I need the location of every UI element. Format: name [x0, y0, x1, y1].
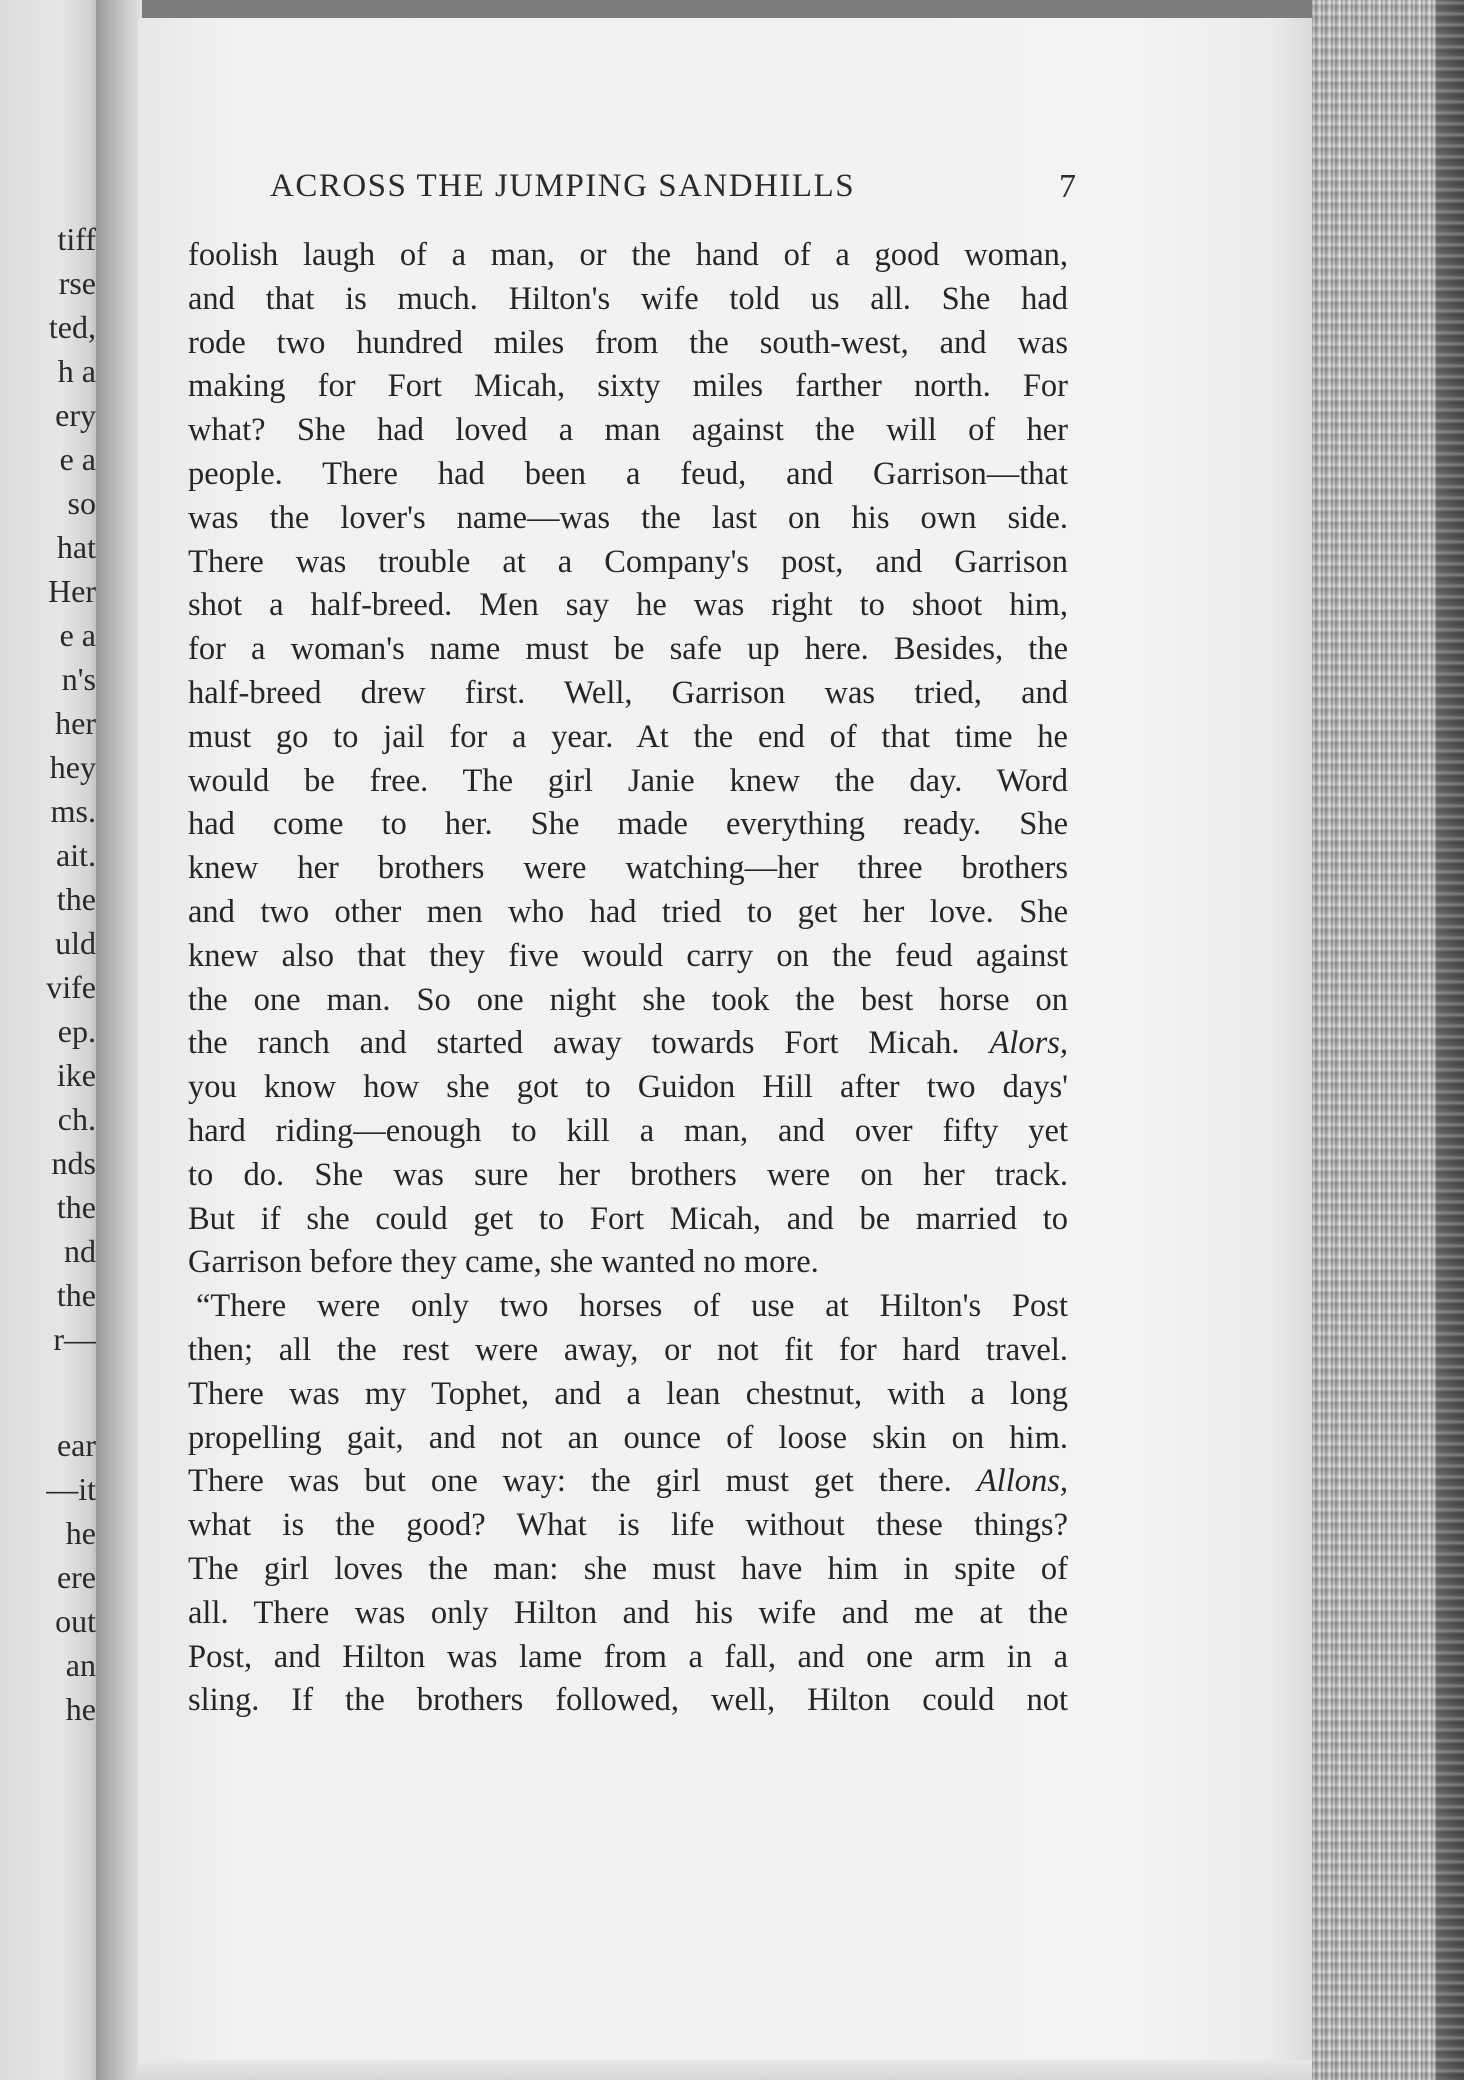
left-page-fragment: rse	[58, 265, 96, 301]
running-head	[270, 168, 1076, 212]
left-page-fragment: the	[56, 1277, 96, 1313]
text-line: propelling gait, and not an ounce of loose skin on him.	[188, 1419, 1068, 1456]
book-gutter	[96, 0, 142, 2080]
text-line: There was my Tophet, and a lean chestnut, with a long	[188, 1375, 1068, 1412]
left-page-fragment: ch.	[57, 1101, 96, 1137]
text-line: you know how she got to Guidon Hill after two days'	[188, 1069, 1068, 1106]
left-page-fragment: —it	[46, 1471, 96, 1507]
left-page-fragment: e a	[59, 441, 96, 477]
text-line: to do. She was sure her brothers were on her track.	[188, 1156, 1068, 1193]
text-line: the one man. So one night she took the best horse on	[188, 981, 1068, 1018]
text-line: what? She had loved a man against the will of her	[188, 412, 1068, 449]
text-line-with-italic	[188, 1460, 1068, 1504]
left-page-fragment: the	[56, 1189, 96, 1225]
text-line: must go to jail for a year. At the end of that time he	[188, 718, 1068, 755]
left-page-fragment: ike	[56, 1057, 96, 1093]
page-edges-stack	[1312, 0, 1464, 2080]
text-line: people. There had been a feud, and Garrison—that	[188, 455, 1068, 492]
text-line: “There were only two horses of use at Hilton's Post	[196, 1288, 1068, 1325]
page-number: 7	[1059, 168, 1076, 205]
text-line: foolish laugh of a man, or the hand of a good woman,	[188, 237, 1068, 273]
left-page-fragment: ep.	[57, 1013, 96, 1049]
left-page-fragment: ted,	[48, 309, 96, 345]
left-page-fragment: he	[65, 1691, 96, 1727]
text-line: making for Fort Micah, sixty miles farther north. For	[188, 368, 1068, 405]
left-page-fragment: hat	[56, 529, 96, 565]
text-line: The girl loves the man: she must have him in spite of	[188, 1550, 1068, 1587]
text-line: would be free. The girl Janie knew the day. Word	[188, 762, 1068, 799]
left-page-fragment: ere	[56, 1559, 96, 1595]
text-line: what is the good? What is life without these things?	[188, 1507, 1068, 1544]
left-page-fragment: hey	[49, 749, 96, 785]
left-page-fragment: vife	[46, 969, 96, 1005]
text-line: Garrison before they came, she wanted no more.	[188, 1244, 819, 1281]
left-page-fragment: the	[56, 881, 96, 917]
text-line: Post, and Hilton was lame from a fall, and one arm in a	[188, 1638, 1068, 1675]
text-line: But if she could get to Fort Micah, and be married to	[188, 1200, 1068, 1237]
left-page-fragment: h a	[57, 353, 96, 389]
text-line: then; all the rest were away, or not fit for hard travel.	[188, 1331, 1068, 1368]
text-line: for a woman's name must be safe up here. Besides, the	[188, 631, 1068, 668]
left-page-fragment: tiff	[57, 221, 96, 257]
text-line: knew also that they five would carry on the feud against	[188, 937, 1068, 974]
text-line: hard riding—enough to kill a man, and over fifty yet	[188, 1112, 1068, 1149]
book-cover-edge	[1436, 0, 1464, 2080]
text-line: sling. If the brothers followed, well, Hilton could not	[188, 1682, 1068, 1719]
italic-word: Alors,	[989, 1025, 1068, 1062]
italic-word: Allons,	[976, 1463, 1069, 1500]
left-page-fragment: ear	[56, 1427, 96, 1463]
left-page-fragment: nds	[51, 1145, 96, 1181]
page-bottom-shade	[138, 2060, 1318, 2080]
left-page-fragment: ery	[55, 397, 96, 433]
text-line: was the lover's name—was the last on his own side.	[188, 499, 1068, 536]
left-page-fragment: e a	[59, 617, 96, 653]
left-page-fragment: an	[65, 1647, 96, 1683]
left-page-fragment: r—	[53, 1321, 96, 1357]
left-page-fragment: ms.	[50, 793, 96, 829]
left-page-fragment: so	[67, 485, 96, 521]
text-line: and two other men who had tried to get her love. She	[188, 893, 1068, 930]
text-line: shot a half-breed. Men say he was right to shoot him,	[188, 587, 1068, 624]
left-page-fragment: her	[55, 705, 96, 741]
left-page-edge	[0, 0, 100, 2080]
left-page-fragment: he	[65, 1515, 96, 1551]
text-line: knew her brothers were watching—her three brothers	[188, 850, 1068, 887]
text-line: rode two hundred miles from the south-west, and was	[188, 324, 1068, 361]
text-segment: There was but one way: the girl must get there.	[188, 1463, 952, 1500]
left-page-fragment: n's	[61, 661, 96, 697]
text-line-with-italic	[188, 1022, 1068, 1066]
body-text	[188, 234, 1068, 1723]
left-page-fragment: uld	[55, 925, 96, 961]
left-page-fragment: ait.	[56, 837, 96, 873]
left-page-fragment: nd	[64, 1233, 96, 1269]
left-page-fragment: out	[55, 1603, 96, 1639]
left-page-fragment: Her	[48, 573, 96, 609]
running-head-title: ACROSS THE JUMPING SANDHILLS	[270, 168, 856, 204]
text-line: had come to her. She made everything ready. She	[188, 806, 1068, 843]
text-line: and that is much. Hilton's wife told us all. She had	[188, 280, 1068, 317]
text-line: There was trouble at a Company's post, and Garrison	[188, 543, 1068, 580]
text-line: half-breed drew first. Well, Garrison was tried, and	[188, 674, 1068, 711]
text-line: all. There was only Hilton and his wife and me at the	[188, 1594, 1068, 1631]
text-segment: the ranch and started away towards Fort Micah.	[188, 1025, 960, 1062]
